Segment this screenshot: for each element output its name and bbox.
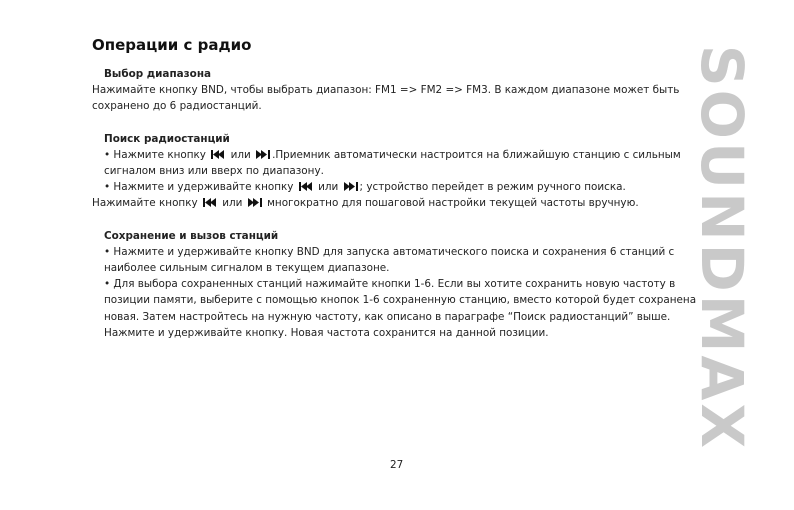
search-item-2-text-f: многократно для пошаговой настройки текущей частоты вручную.	[267, 197, 639, 210]
search-item-2-text-e: или	[222, 197, 243, 210]
manual-body	[92, 66, 702, 341]
skip-next-icon	[256, 150, 270, 159]
search-item-2-text-d: Нажимайте кнопку	[92, 197, 198, 210]
skip-next-icon	[344, 182, 358, 191]
skip-previous-icon	[211, 150, 225, 159]
search-item-2-text-b: или	[318, 181, 339, 194]
skip-previous-icon	[299, 182, 313, 191]
save-section-title: Сохранение и вызов станций	[104, 229, 279, 242]
search-item-2-text-c: ; устройство перейдет в режим ручного поиска.	[359, 181, 626, 194]
search-item-2	[92, 179, 702, 195]
brand-logo: SOUNDMAX	[688, 44, 756, 452]
save-item-1-text: • Нажмите и удерживайте кнопку BND для запуска автоматического поиска и сохранения 6 станций с наиболее сильным сигналом в текущем диапазоне.	[104, 245, 675, 275]
skip-previous-icon	[203, 198, 217, 207]
search-item-1	[92, 147, 702, 179]
band-section-title: Выбор диапазона	[104, 68, 212, 80]
search-item-2-cont	[92, 195, 702, 211]
page-title: Операции с радио	[92, 36, 252, 54]
search-item-1-text-a: • Нажмите кнопку	[104, 148, 206, 161]
search-item-1-text-b: или	[230, 148, 251, 161]
search-item-1-text-c: .Приемник автоматически настроится на ближайшую станцию с сильным сигналом вниз или вверх по диапазону.	[104, 148, 681, 178]
save-item-1	[92, 244, 702, 276]
save-item-2	[92, 276, 702, 341]
band-paragraph	[92, 82, 702, 114]
skip-next-icon	[248, 198, 262, 207]
page-number: 27	[390, 459, 404, 471]
save-item-2-text: • Для выбора сохраненных станций нажимайте кнопки 1-6. Если вы хотите сохранить новую частоту в позиции памяти, выберите с помощью кнопок 1-6 сохраненную станцию, вместо которой будет сохранена новая. Затем настройтесь на нужную частоту, как описано в параграфе “Поиск радиостанций” выше. Нажмите и удерживайте кнопку. Новая частота сохранится на данной позиции.	[104, 278, 697, 339]
band-text: Нажимайте кнопку BND, чтобы выбрать диапазон: FM1 => FM2 => FM3. В каждом диапазоне может быть сохранено до 6 радиостанций.	[92, 84, 680, 113]
search-item-2-text-a: • Нажмите и удерживайте кнопку	[104, 181, 294, 194]
search-section-title: Поиск радиостанций	[104, 132, 230, 145]
